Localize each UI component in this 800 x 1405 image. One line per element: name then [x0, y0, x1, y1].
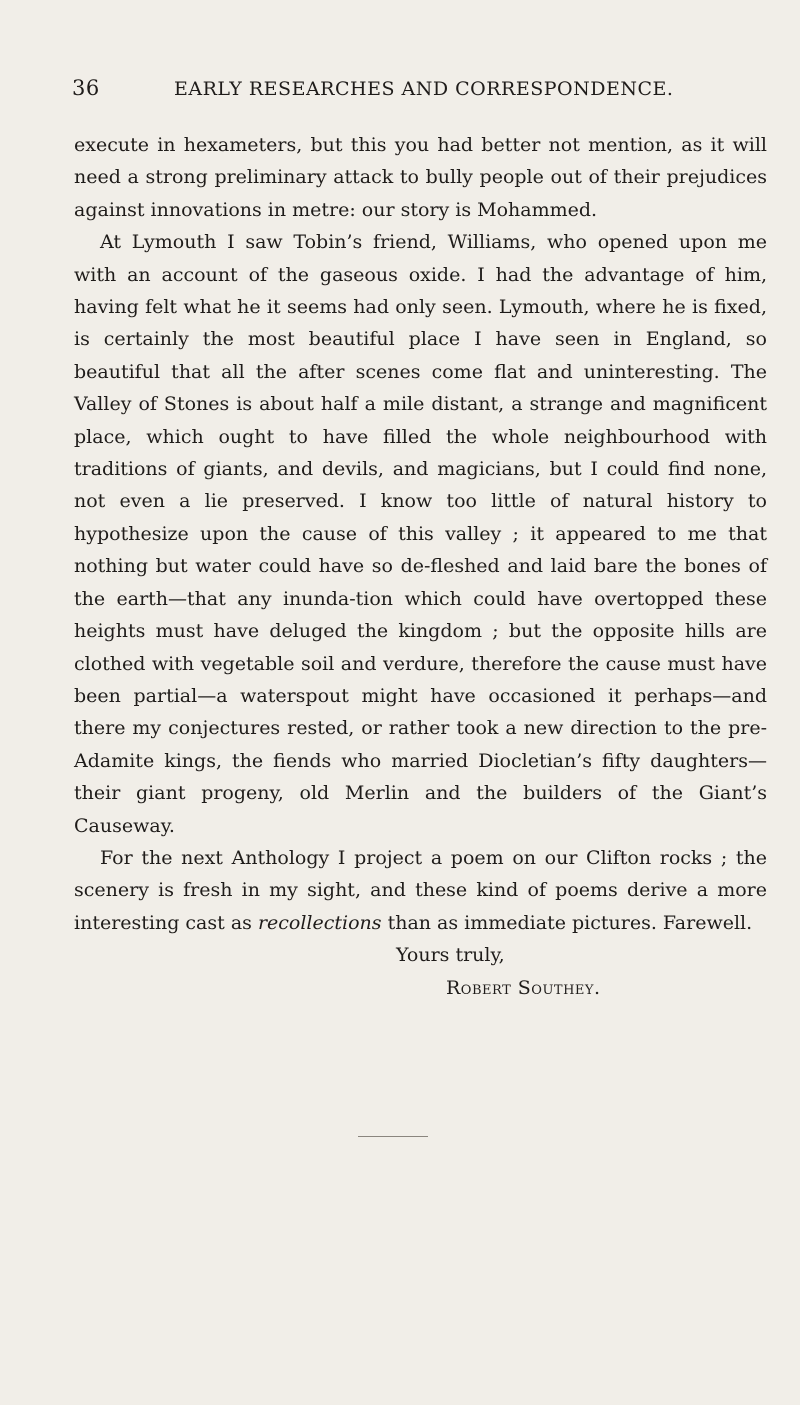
paragraph-anthology: [74, 842, 767, 939]
page-header: [72, 76, 772, 110]
signature: Robert Southey.: [446, 976, 601, 999]
page-number: 36: [72, 76, 100, 100]
letter-closing: [74, 939, 767, 1004]
letter-body: [74, 129, 767, 1004]
section-divider: [358, 1136, 428, 1137]
closing-salutation: Yours truly,: [396, 944, 505, 967]
italic-recollections: recollections: [257, 911, 382, 934]
paragraph-anthology-text-end: than as immediate pictures. Farewell.: [381, 911, 753, 934]
paragraph-anthology-text-start: For the next Anthology I project a poem on our Clifton rocks ; the scenery is fresh in my sight, and these kind of poems derive a more interesting cast as: [74, 846, 767, 934]
running-head: EARLY RESEARCHES AND CORRESPONDENCE.: [174, 78, 674, 100]
paragraph-lymouth: At Lymouth I saw Tobin’s friend, Williams, who opened upon me with an account of the gaseous oxide. I had the advantage of him, having felt what he it seems had only seen. Lymouth, where he is fixed, is certainly the most beautiful place I have seen in England, so beautiful that all the after scenes come flat and uninteresting. The Valley of Stones is about half a mile distant, a strange and magnificent place, which ought to have filled the whole neighbourhood with traditions of giants, and devils, and magicians, but I could find none, not even a lie preserved. I know too little of natural history to hypothesize upon the cause of this valley ; it appeared to me that nothing but water could have so de-fleshed and laid bare the bones of the earth—that any inunda-tion which could have overtopped these heights must have deluged the kingdom ; but the opposite hills are clothed with vegetable soil and verdure, therefore the cause must have been partial—a waterspout might have occasioned it perhaps—and there my conjectures rested, or rather took a new direction to the pre-Adamite kings, the fiends who married Diocletian’s fifty daughters—their giant progeny, old Merlin and the builders of the Giant’s Causeway.: [74, 231, 767, 837]
paragraph-continuation: execute in hexameters, but this you had better not mention, as it will need a strong preliminary attack to bully people out of their prejudices against innovations in metre: our story is Mohammed.: [74, 134, 767, 221]
